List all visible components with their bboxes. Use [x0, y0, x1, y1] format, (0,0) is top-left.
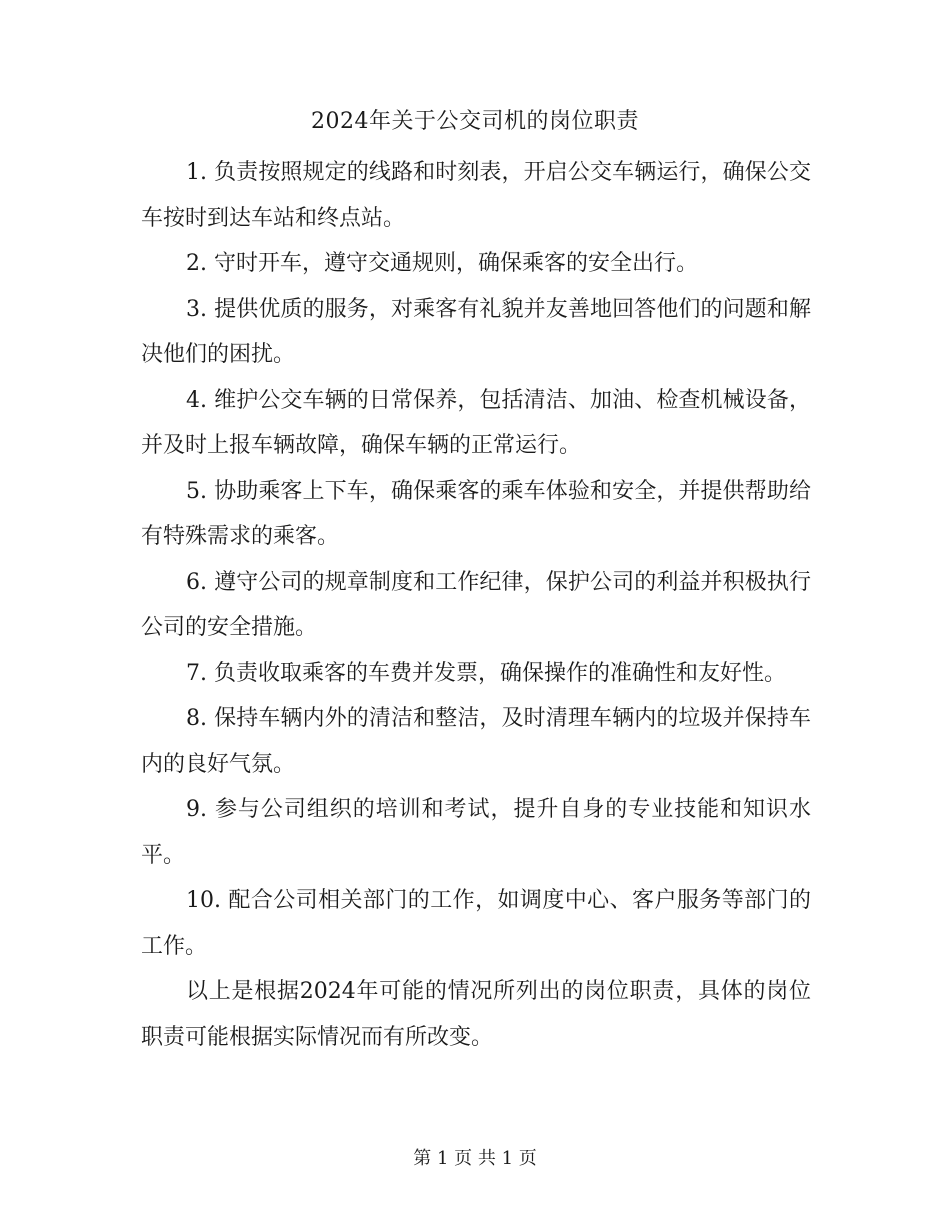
paragraph-6: 6. 遵守公司的规章制度和工作纪律，保护公司的利益并积极执行公司的安全措施。 — [141, 569, 811, 640]
paragraph-3: 3. 提供优质的服务，对乘客有礼貌并友善地回答他们的问题和解决他们的困扰。 — [141, 296, 811, 367]
paragraph-9: 9. 参与公司组织的培训和考试，提升自身的专业技能和知识水平。 — [141, 797, 811, 868]
paragraph-1: 1. 负责按照规定的线路和时刻表，开启公交车辆运行，确保公交车按时到达车站和终点站。 — [141, 160, 811, 231]
document-title: 2024年关于公交司机的岗位职责 — [311, 109, 639, 134]
paragraph-7: 7. 负责收取乘客的车费并发票，确保操作的准确性和友好性。 — [186, 660, 786, 686]
paragraph-10: 10. 配合公司相关部门的工作，如调度中心、客户服务等部门的工作。 — [141, 888, 811, 959]
paragraph-4: 4. 维护公交车辆的日常保养，包括清洁、加油、检查机械设备，并及时上报车辆故障，确保车辆的正常运行。 — [141, 387, 811, 458]
paragraph-2: 2. 守时开车，遵守交通规则，确保乘客的安全出行。 — [186, 251, 698, 276]
paragraph-8: 8. 保持车辆内外的清洁和整洁，及时清理车辆内的垃圾并保持车内的良好气氛。 — [141, 706, 811, 777]
paragraph-5: 5. 协助乘客上下车，确保乘客的乘车体验和安全，并提供帮助给有特殊需求的乘客。 — [141, 478, 811, 549]
closing-paragraph: 以上是根据2024年可能的情况所列出的岗位职责，具体的岗位职责可能根据实际情况而有所改变。 — [141, 979, 811, 1050]
page-footer: 第 1 页 共 1 页 — [413, 1148, 537, 1169]
document-body — [141, 150, 811, 1060]
